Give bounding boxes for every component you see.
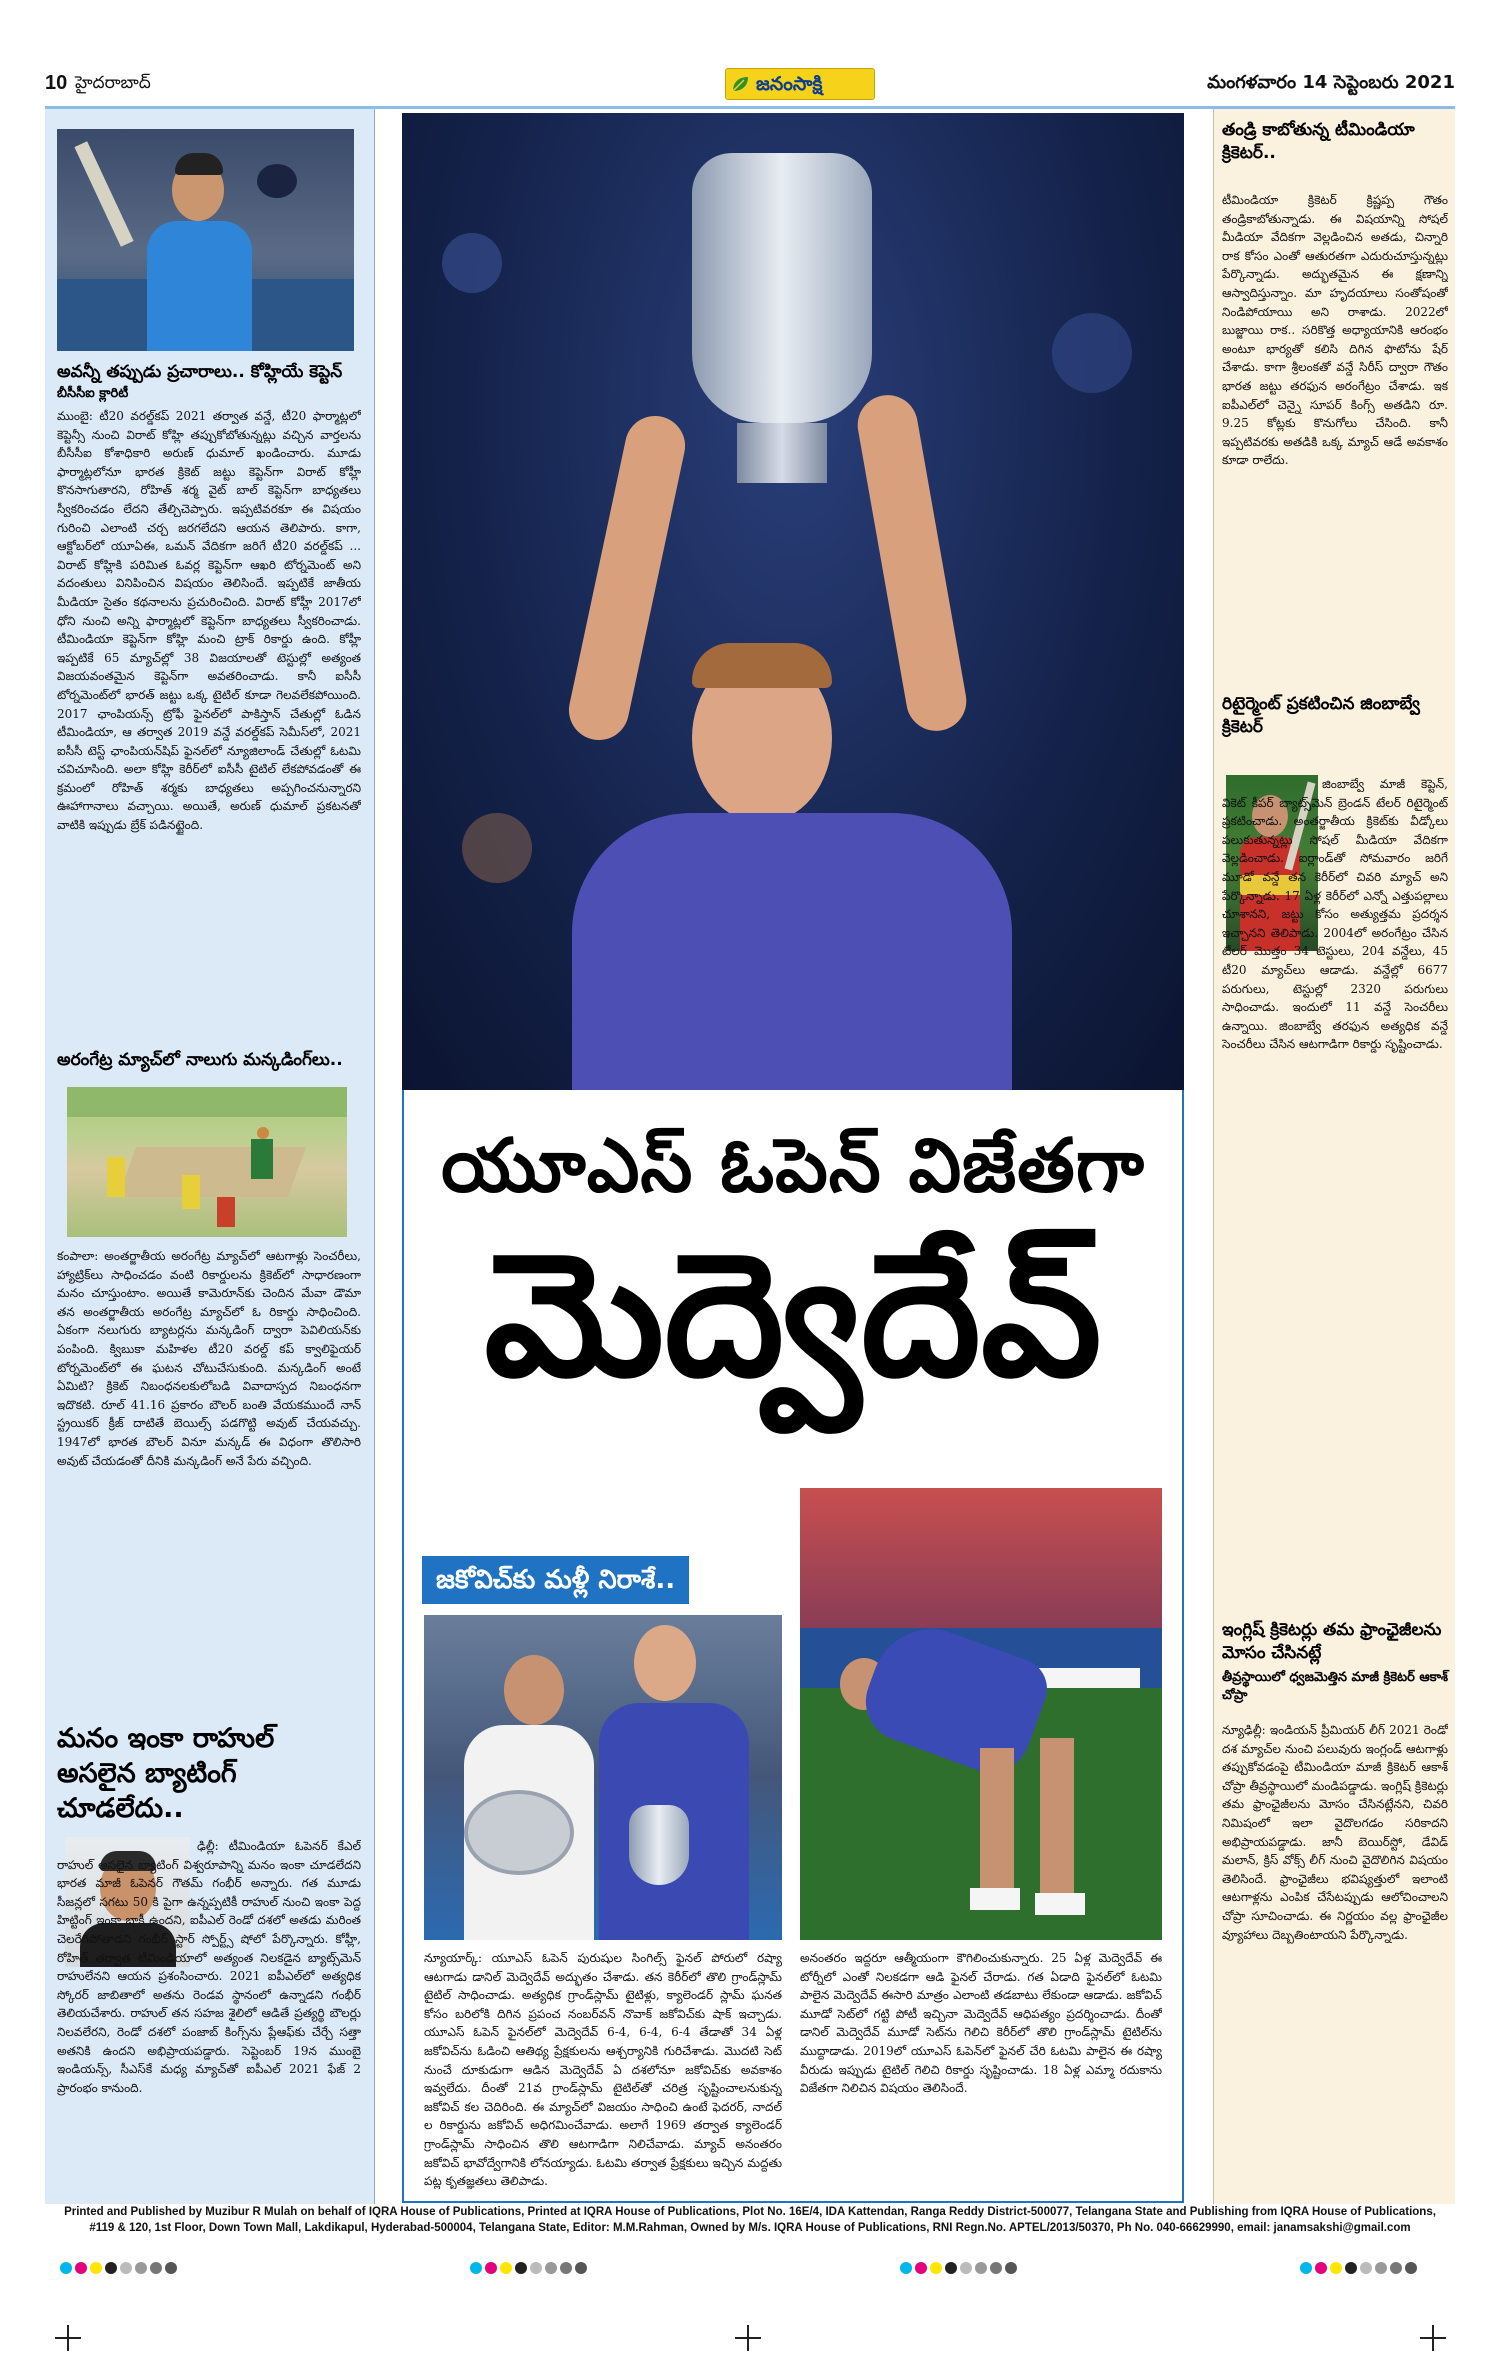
story-headline: అరంగేట్ర మ్యాచ్‌లో నాలుగు మన్కడింగ్‌లు.. <box>57 1050 343 1070</box>
color-registration-strip <box>900 2262 1017 2276</box>
story-body: న్యూయార్క్‌: యూఎస్‌ ఓపెన్‌ పురుషుల సింగిల్స్‌ ఫైనల్‌ పోరులో రష్యా ఆటగాడు డానిల్‌ మెద్వెదేవ్‌ అద్భుతం చేశాడు. తన కెరీర్‌లో తొలి గ్రాండ్‌స్లామ్‌ టైటిల్‌ సాధించాడు. అత్యధిక గ్రాండ్‌స్లామ్‌ టైటిళ్లు, క్యాలెండర్‌ స్లామ్‌ ఘనత కోసం బరిలోకి దిగిన ప్రపంచ నంబర్‌వన్‌ నొవాక్‌ జకోవిచ్‌కు షాక్‌ ఇచ్చాడు. యూఎస్‌ ఓపెన్‌ ఫైనల్‌లో మెద్వెదేవ్‌ 6-4, 6-4, 6-4 తేడాతో 34 ఏళ్ల జకోవిచ్‌ను ఓడించి ఆతిథ్య ప్రేక్షకులను ఆశ్చర్యానికి గురిచేశాడు. మొదటి సెట్‌ నుంచే దూకుడుగా ఆడిన మెద్వెదేవ్‌ ఏ దశలోనూ జకోవిచ్‌కు అవకాశం ఇవ్వలేదు. దీంతో 21వ గ్రాండ్‌స్లామ్‌ టైటిల్‌తో చరిత్ర సృష్టించాలనుకున్న జకోవిచ్‌ కల చెదిరింది. ఈ మ్యాచ్‌లో విజయం సాధించి ఉంటే ఫెదరర్‌, నాదల్‌ ల రికార్డును జకోవిచ్‌ అధిగమించేవాడు. అలాగే 1969 తర్వాత క్యాలెండర్‌ గ్రాండ్‌స్లామ్‌ సాధించిన తొలి ఆటగాడిగా నిలిచేవాడు. మ్యాచ్‌ అనంతరం జకోవిచ్‌ భావోద్వేగానికి లోనయ్యాడు. ఓటమి తర్వాత ప్రేక్షకులు ఇచ్చిన మద్దతు పట్ల కృతజ్ఞతలు తెలిపాడు. <box>424 1951 782 2189</box>
story-headline: మనం ఇంకా రాహుల్‌ అసలైన బ్యాటింగ్‌ చూడలేదు.. <box>57 1723 275 1825</box>
imprint-line-2: #119 & 120, 1st Floor, Down Town Mall, Lakdikapul, Hyderabad-500004, Telangana State, Editor: M.M.Rahman, Owned by M/s. IQRA House of Publications, RNI Regn.No. APTEL/2013/50370, Ph No. 040-66629990, email: janamsakshi@gmail.com <box>89 2221 1411 2234</box>
story-headline: అవన్నీ తప్పుడు ప్రచారాలు.. కోహ్లియే కెప్టెన్‌ <box>57 362 343 382</box>
story-body: ఢిల్లీ: టీమిండియా ఓపెనర్‌ కేఎల్‌ రాహుల్‌ అసలైన బ్యాటింగ్‌ విశ్వరూపాన్ని మనం ఇంకా చూడలేదని భారత మాజీ ఓపెనర్‌ గౌతమ్‌ గంభీర్‌ అన్నారు. గత మూడు సీజన్లలో సగటు 50 కి పైగా ఉన్నప్పటికీ రాహుల్‌ నుంచి ఇంకా పెద్ద హిట్టింగ్‌ ఇంకా బాకీ ఉందని, ఐపీఎల్‌ రెండో దశలో అతడు మరింత చెలరేగిపోతాడని గంభీర్‌ స్టార్‌ స్పోర్ట్స్‌ షోలో పేర్కొన్నారు. కోహ్లీ, రోహిత్‌ తర్వాత టీమిండియాలో అత్యంత నిలకడైన బ్యాట్స్‌మెన్‌ రాహులేనని ఆయన ప్రశంసించారు. 2021 ఐపీఎల్‌లో అత్యధిక స్కోరర్‌ జాబితాలో అతను రెండవ స్థానంలో ఉన్నాడని గంభీర్‌ తెలియచేశారు. రాహుల్‌ తన సహజ శైలిలో ఆడితే ప్రత్యర్థి బౌలర్లు నిలవలేరని, రెండో దశలో పంజాబ్‌ కింగ్స్‌ను ప్లేఆఫ్‌కు చేర్చే సత్తా అతనికి ఉందని అభిప్రాయపడ్డారు. సెప్టెంబర్‌ 19న ముంబై ఇండియన్స్‌, సీఎస్‌కే మధ్య మ్యాచ్‌తో ఐపీఎల్‌ 2021 ఫేజ్‌ 2 ప్రారంభం కానుంది. <box>57 1839 361 2095</box>
color-registration-strip <box>60 2262 177 2276</box>
crop-mark <box>1420 2325 1446 2351</box>
story-body: జింబాబ్వే మాజీ కెప్టెన్‌, వికెట్‌ కీపర్‌ బ్యాట్స్‌మెన్‌ బ్రెండన్‌ టేలర్‌ రిటైర్మెంట్‌ ప్రకటించాడు. అంతర్జాతీయ క్రికెట్‌కు వీడ్కోలు పలుకుతున్నట్లు సోషల్‌ మీడియా వేదికగా వెల్లడించాడు. ఐర్లాండ్‌తో సోమవారం జరిగే మూడో వన్డే తన కెరీర్‌లో చివరి మ్యాచ్‌ అని పేర్కొన్నాడు. 17 ఏళ్ల కెరీర్‌లో ఎన్నో ఎత్తుపల్లాలు చూశానని, జట్టు కోసం అత్యుత్తమ ప్రదర్శన ఇచ్చానని తెలిపాడు. 2004లో అరంగేట్రం చేసిన టేలర్‌ మొత్తం 34 టెస్టులు, 204 వన్డేలు, 45 టీ20 మ్యాచ్‌లు ఆడాడు. వన్డేల్లో 6677 పరుగులు, టెస్టుల్లో 2320 పరుగులు సాధించాడు. ఇందులో 11 వన్డే సెంచరీలు ఉన్నాయి. జింబాబ్వే తరఫున అత్యధిక వన్డే సెంచరీలు చేసిన ఆటగాడిగా రికార్డు సృష్టించాడు. <box>1222 777 1448 1052</box>
story-body: ముంబై: టీ20 వరల్డ్‌కప్‌ 2021 తర్వాత వన్డే, టీ20 ఫార్మాట్లలో కెప్టెన్సీ నుంచి విరాట్‌ కోహ్లి తప్పుకోబోతున్నట్లు వచ్చిన వార్తలను బీసీసీఐ కోశాధికారి అరుణ్‌ ధుమాల్‌ ఖండించారు. మూడు ఫార్మాట్లలోనూ భారత క్రికెట్‌ జట్టు కెప్టెన్‌గా విరాట్‌ కోహ్లీ కొనసాగుతారని, రోహిత్‌ శర్మ వైట్‌ బాల్‌ కెప్టెన్‌గా బాధ్యతలు స్వీకరించడం లేదని తేల్చిచెప్పారు. ఇప్పటివరకూ ఈ విషయం గురించి ఎలాంటి చర్చ జరగలేదని ఆయన తెలిపారు. కాగా, ఆక్టోబర్‌లో యూఏఈ, ఒమన్‌ వేదికగా జరిగే టీ20 వరల్డ్‌కప్‌ ... విరాట్‌ కోహ్లికి పరిమిత ఓవర్ల కెప్టెన్‌గా ఆఖరి టోర్నమెంట్‌ అని వదంతులు వినిపించిన విషయం తెలిసిందే. ఇప్పటికే జాతీయ మీడియా సైతం కథనాలను ప్రచురించింది. విరాట్‌ కోహ్లీ 2017లో ధోని నుంచి అన్ని ఫార్మాట్లలో కెప్టెన్‌గా బాధ్యతలు స్వీకరించాడు. టీమిండియా కెప్టెన్‌గా కోహ్లి మంచి ట్రాక్‌ రికార్డు ఉంది. కోహ్లీ ఇప్పటికే 65 మ్యాచ్‌ల్లో 38 విజయాలతో టెస్టుల్లో అత్యంత విజయవంతమైన కెప్టెన్‌గా అవతరించాడు. కానీ ఐసీసీ టోర్నమెంట్‌లో భారత్‌ జట్టు ఒక్క టైటిల్‌ కూడా గెలవలేకపోయింది. 2017 ఛాంపియన్స్‌ ట్రోఫీ ఫైనల్‌లో పాకిస్తాన్‌ చేతుల్లో ఓడిన టీమిండియా, ఆ తర్వాత 2019 వన్డే వరల్డ్‌కప్‌ సెమీస్‌లో, 2021 ఐసీసీ టెస్ట్‌ ఛాంపియన్‌షిప్‌ ఫైనల్‌లో న్యూజిలాండ్‌ చేతుల్లో ఓటమి చవిచూసింది. అలా కోహ్లి కెరీర్‌లో ఐసీసీ టైటిల్‌ లేకపోవడంతో ఈ క్రమంలో రోహిత్‌ శర్మకు బాధ్యతలు అప్పగించనున్నారని ఊహాగానాలు వచ్చాయి. అయితే, అరుణ్‌ ధుమాల్‌ ప్రకటనతో వాటికి ఇప్పుడు బ్రేక్‌ పడినట్టైంది. <box>57 409 361 833</box>
story-body: టీమిండియా క్రికెటర్‌ క్రిష్ణప్ప గౌతం తండ్రికాబోతున్నాడు. ఈ విషయాన్ని సోషల్‌ మీడియా వేదికగా వెల్లడించిన అతడు, చిన్నారి రాక కోసం ఎంతో ఆతురతగా ఎదురుచూస్తున్నట్లు పేర్కొన్నాడు. అద్భుతమైన ఈ క్షణాన్ని ఆస్వాదిస్తున్నాం. మా హృదయాలు సంతోషంతో నిండిపోయాయి అని రాశాడు. 2022లో బుజ్జాయి రాక.. సరికొత్త అధ్యాయానికి ఆరంభం అంటూ భార్యతో కలిసి దిగిన ఫొటోను షేర్‌ చేశాడు. కాగా శ్రీలంకతో వన్డే సిరీస్‌ ద్వారా గౌతం భారత జట్టు తరఫున అరంగేట్రం చేశాడు. ఇక ఐపీఎల్‌లో చెన్నై సూపర్‌ కింగ్స్‌ అతడిని రూ. 9.25 కోట్లకు కొనుగోలు చేసింది. కానీ ఇప్పటివరకు అతడికి ఒక్క మ్యాచ్‌ ఆడే అవకాశం కూడా రాలేదు. <box>1222 193 1448 468</box>
page-number: 10 <box>45 72 68 94</box>
edition-city: హైదరాబాద్‌ <box>75 73 151 93</box>
leaf-icon <box>730 74 750 94</box>
main-headline-line-1: యూఎస్‌ ఓపెన్‌ విజేతగా <box>441 1123 1145 1209</box>
newspaper-logo <box>725 68 875 100</box>
story-body: అనంతరం ఇద్దరూ ఆత్మీయంగా కౌగిలించుకున్నారు. 25 ఏళ్ల మెద్వెదేవ్‌ ఈ టోర్నీలో ఎంతో నిలకడగా ఆడి ఫైనల్‌ చేరాడు. గత ఏడాది ఫైనల్‌లో ఓటమి పాలైన మెద్వెదేవ్‌ ఈసారి మాత్రం ఎలాంటి తడబాటు లేకుండా ఆడాడు. జకోవిచ్‌ మూడో సెట్‌లో గట్టి పోటీ ఇచ్చినా మెద్వెదేవ్‌ ఆధిపత్యం ప్రదర్శించాడు. దీంతో డానిల్‌ మెద్వెదేవ్‌ మూడో సెట్‌ను గెలిచి కెరీర్‌లో తొలి గ్రాండ్‌స్లామ్‌ టైటిల్‌ను ముద్దాడాడు. 2019లో యూఎస్‌ ఓపెన్‌లో ఫైనల్‌ చేరి ఓటమి పాలైన ఈ రష్యా వీరుడు ఇప్పుడు టైటిల్‌ గెలిచి రికార్డు సృష్టించాడు. 18 ఏళ్ల ఎమ్మా రదుకాను విజేతగా నిలిచిన విషయం తెలిసిందే. <box>800 1951 1162 2096</box>
story-headline: తండ్రి కాబోతున్న టీమిండియా క్రికెటర్‌.. <box>1222 120 1415 163</box>
lead-story-frame <box>402 1090 1184 2203</box>
imprint-line-1: Printed and Published by Muzibur R Mulah on behalf of IQRA House of Publications, Printed at IQRA House of Publications, Plot No. 16E/4, IDA Kattendan, Ranga Reddy District-500077, Telangana State and Publishing from IQRA House of Publications, <box>64 2206 1436 2218</box>
issue-date: మంగళవారం 14 సెప్టెంబరు 2021 <box>1207 72 1455 93</box>
masthead <box>45 62 1455 106</box>
color-registration-strip <box>470 2262 587 2276</box>
kohli-photo <box>57 129 354 351</box>
crop-mark <box>735 2325 761 2351</box>
sub-headline-banner: జకోవిచ్‌కు మళ్లీ నిరాశే.. <box>422 1556 689 1604</box>
crop-mark <box>55 2325 81 2351</box>
story-body: కంపాలా: అంతర్జాతీయ అరంగేట్ర మ్యాచ్‌లో ఆటగాళ్లు సెంచరీలు, హ్యాట్రిక్‌లు సాధించడం వంటి రికార్డులను క్రికెట్‌లో సాధారణంగా మనం చూస్తుంటాం. అయితే కామెరూన్‌కు చెందిన మేవా డౌమా తన అంతర్జాతీయ అరంగేట్ర మ్యాచ్‌లో ఓ రికార్డు సాధించింది. ఏకంగా నలుగురు బ్యాటర్లను మన్కడింగ్‌ ద్వారా పెవిలియన్‌కు పంపింది. క్విబుకా మహిళల టీ20 వరల్డ్‌ కప్‌ క్వాలిఫైయర్‌ టోర్నమెంట్‌లో ఈ ఘటన చోటుచేసుకుంది. మన్కడింగ్‌ అంటే ఏమిటి? క్రికెట్‌ నిబంధనలకులోబడి వివాదాస్పద నిబంధనగా ఇదొకటి. రూల్‌ 41.16 ప్రకారం బౌలర్‌ బంతి వేయకముందే నాన్‌ స్ట్రయికర్‌ క్రీజ్‌ దాటితే బెయిల్స్‌ పడగొట్టి అవుట్‌ చేయవచ్చు. 1947లో భారత బౌలర్‌ వినూ మన్కడ్‌ ఈ విధంగా తొలిసారి అవుట్‌ చేయడంతో దీనికి మన్కడింగ్‌ అనే పేరు వచ్చింది. <box>57 1249 361 1468</box>
story-body: న్యూఢిల్లీ: ఇండియన్‌ ప్రీమియర్‌ లీగ్‌ 2021 రెండో దశ మ్యాచ్‌ల నుంచి పలువురు ఇంగ్లండ్‌ ఆటగాళ్లు తప్పుకోవడంపై టీమిండియా మాజీ క్రికెటర్‌ ఆకాశ్‌ చోప్రా తీవ్రస్థాయిలో మండిపడ్డాడు. ఇంగ్లిష్‌ క్రికెటర్లు తమ ఫ్రాంఛైజీలను మోసం చేసినట్లేనని, చివరి నిమిషంలో ఇలా వైదొలగడం సరికాదని అభిప్రాయపడ్డాడు. జానీ బెయిర్‌స్టో, డేవిడ్‌ మలాన్‌, క్రిస్‌ వోక్స్‌ లీగ్‌ నుంచి వైదొలిగిన విషయం తెలిసిందే. ఫ్రాంఛైజీలు భవిష్యత్తులో ఇలాంటి ఆటగాళ్లను ఎంపిక చేసేటప్పుడు ఆలోచించాలని చోప్రా సూచించాడు. ఈ నిర్ణయం వల్ల ఫ్రాంఛైజీల వ్యూహాలు దెబ్బతింటాయని పేర్కొన్నాడు. <box>1222 1723 1448 1942</box>
left-column <box>45 109 375 2204</box>
story-headline: రిటైర్మెంట్‌ ప్రకటించిన జింబాబ్వే క్రికెటర్‌ <box>1222 694 1420 737</box>
cricket-match-photo <box>67 1087 347 1237</box>
logo-text: జనంసాక్షి <box>756 73 823 95</box>
color-registration-strip <box>1300 2262 1417 2276</box>
right-column <box>1213 109 1455 2204</box>
story-headline: ఇంగ్లిష్‌ క్రికెటర్లు తమ ఫ్రాంఛైజీలను మోసం చేసినట్లే <box>1222 1620 1442 1663</box>
main-headline-line-2: మెద్వెదేవ్‌ <box>484 1217 1102 1415</box>
medvedev-trophy-photo <box>402 113 1184 1090</box>
story-subhead: తీవ్రస్థాయిలో ధ్వజమెత్తిన మాజీ క్రికెటర్‌ ఆకాశ్‌ చోప్రా <box>1222 1670 1449 1703</box>
story-subhead: బీసీసీఐ క్లారిటీ <box>57 386 129 401</box>
imprint-footer <box>45 2205 1455 2236</box>
